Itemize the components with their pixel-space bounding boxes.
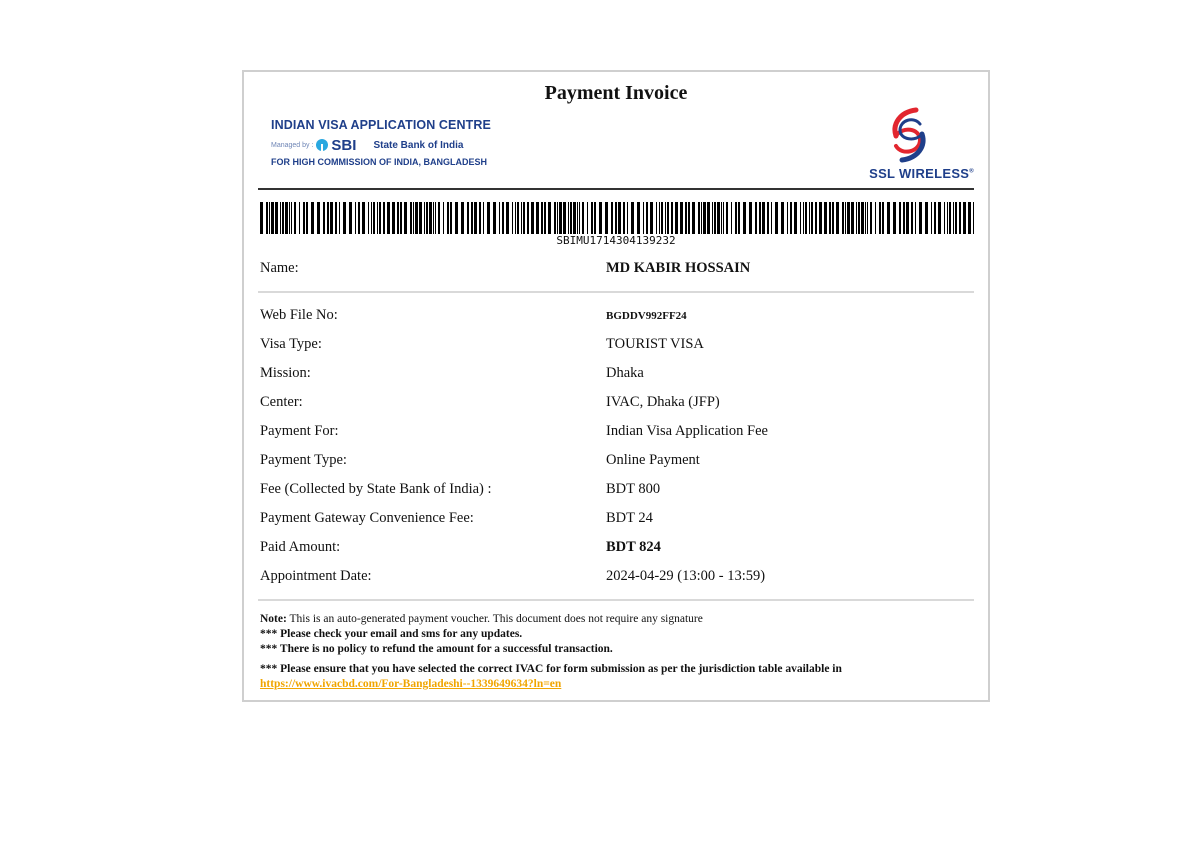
ivac-logo (271, 118, 511, 167)
ssl-swirl-icon (886, 106, 932, 164)
note-text: This is an auto-generated payment voucher. This document does not require any signature (286, 613, 703, 625)
field-label: Center: (260, 394, 303, 410)
field-label: Payment For: (260, 423, 339, 439)
ssl-wireless-logo (834, 106, 974, 186)
jurisdiction-note: *** Please ensure that you have selected the correct IVAC for form submission as per the jurisdiction table available in (260, 663, 842, 675)
field-value: BDT 800 (606, 481, 661, 497)
field-label: Visa Type: (260, 336, 322, 352)
barcode-icon (260, 202, 974, 234)
field-value: TOURIST VISA (606, 336, 704, 352)
ssl-name-text: SSL WIRELESS (869, 166, 970, 181)
field-label: Appointment Date: (260, 568, 372, 584)
sbi-logo-icon (316, 139, 328, 151)
appointment-date-value: 2024-04-29 (13:00 - 13:59) (606, 568, 766, 584)
field-label: Web File No: (260, 307, 338, 323)
jurisdiction-link[interactable]: https://www.ivacbd.com/For-Bangladeshi--1339649634?ln=en (260, 678, 562, 690)
fields-divider (258, 599, 974, 601)
field-label: Fee (Collected by State Bank of India) : (260, 481, 492, 497)
sbi-managed-line (271, 137, 511, 153)
refund-policy-note: *** There is no policy to refund the amount for a successful transaction. (260, 643, 613, 655)
field-value: Indian Visa Application Fee (606, 423, 768, 439)
field-label: Payment Gateway Convenience Fee: (260, 510, 474, 526)
name-value: MD KABIR HOSSAIN (606, 260, 751, 276)
field-label: Mission: (260, 365, 311, 381)
ssl-wireless-name (869, 166, 974, 181)
note-label: Note: (260, 613, 287, 625)
notes-section (260, 612, 976, 692)
field-value: IVAC, Dhaka (JFP) (606, 394, 720, 410)
field-value: Dhaka (606, 365, 644, 381)
payment-invoice-card (242, 70, 990, 702)
invoice-title: Payment Invoice (544, 82, 688, 104)
header-divider (258, 188, 974, 190)
field-value: BGDDV992FF24 (606, 310, 687, 322)
field-value: Online Payment (606, 452, 700, 468)
ssl-registered-mark: ® (969, 168, 974, 175)
check-email-note: *** Please check your email and sms for any updates. (260, 628, 523, 640)
field-value: BDT 24 (606, 510, 653, 526)
barcode-number: SBIMU1714304139232 (556, 234, 676, 247)
ivac-name: INDIAN VISA APPLICATION CENTRE (271, 118, 491, 132)
sbi-short-name: SBI (331, 136, 357, 154)
name-label: Name: (260, 260, 299, 276)
field-label: Payment Type: (260, 452, 347, 468)
field-label: Paid Amount: (260, 539, 341, 555)
paid-amount-value: BDT 824 (606, 539, 661, 555)
sbi-full-name: State Bank of India (373, 139, 464, 151)
ivac-subtitle: FOR HIGH COMMISSION OF INDIA, BANGLADESH (271, 157, 487, 167)
name-divider (258, 291, 974, 293)
managed-by-label: Managed by : (271, 141, 314, 149)
note-line (260, 612, 976, 627)
